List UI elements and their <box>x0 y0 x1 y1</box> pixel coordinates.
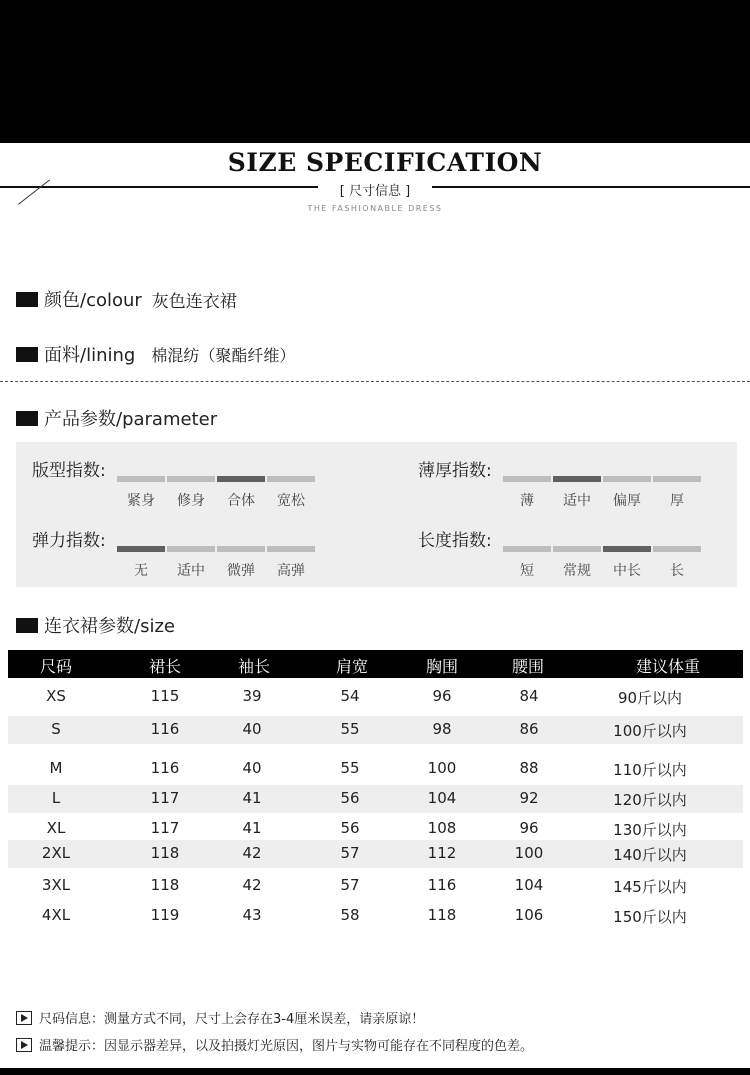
table-cell: 40 <box>242 720 262 738</box>
param-scale-segment <box>603 546 651 552</box>
table-row <box>8 840 743 868</box>
play-icon <box>16 1038 32 1052</box>
table-cell: M <box>49 759 63 777</box>
table-cell: 55 <box>340 759 360 777</box>
table-header <box>8 650 743 678</box>
table-cell: 92 <box>519 789 539 807</box>
param-option-label: 短 <box>520 563 534 579</box>
param-option-label: 偏厚 <box>613 493 641 509</box>
table-cell: 104 <box>514 876 544 894</box>
param-scale-segment <box>653 546 701 552</box>
table-cell: 130斤以内 <box>613 821 687 839</box>
dotted-divider <box>0 381 750 382</box>
play-icon <box>16 1011 32 1025</box>
colour-value: 灰色连衣裙 <box>151 291 237 312</box>
param-label: 版型指数: <box>32 461 106 481</box>
table-row <box>8 785 743 813</box>
table-cell: 41 <box>242 819 262 837</box>
table-cell: 57 <box>340 876 360 894</box>
param-option-label: 薄 <box>520 493 534 509</box>
page-subtitle: [ 尺寸信息 ] <box>339 184 411 199</box>
decorative-slash <box>18 179 50 204</box>
param-option-label: 合体 <box>227 493 255 509</box>
param-option-label: 高弹 <box>277 563 305 579</box>
column-header: 肩宽 <box>335 657 368 676</box>
table-cell: 39 <box>242 687 262 705</box>
param-option-label: 紧身 <box>127 493 155 509</box>
lining-value: 棉混纺（聚酯纤维） <box>151 345 296 365</box>
param-scale-segment <box>217 546 265 552</box>
parameter-heading-text: 产品参数/parameter <box>44 409 218 430</box>
param-option-label: 无 <box>134 563 148 579</box>
param-label: 长度指数: <box>418 531 492 551</box>
param-scale-segment <box>603 476 651 482</box>
table-cell: XL <box>46 819 66 837</box>
table-cell: 43 <box>242 906 262 924</box>
table-cell: 55 <box>340 720 360 738</box>
param-scale-segment <box>217 476 265 482</box>
note-size-info <box>16 1008 424 1027</box>
table-cell: 4XL <box>41 906 71 924</box>
table-cell: 117 <box>150 819 180 837</box>
parameter-heading <box>16 405 217 431</box>
table-cell: 112 <box>427 844 457 862</box>
parameter-panel <box>16 442 737 587</box>
table-row <box>8 716 743 744</box>
param-label: 薄厚指数: <box>418 461 492 481</box>
table-cell: 2XL <box>41 844 71 862</box>
table-cell: 96 <box>519 819 539 837</box>
table-cell: 96 <box>432 687 452 705</box>
column-header: 尺码 <box>39 657 72 676</box>
table-cell: 118 <box>150 844 180 862</box>
param-option-label: 中长 <box>613 563 641 579</box>
square-bullet-icon <box>16 347 38 362</box>
param-option-label: 宽松 <box>277 493 305 509</box>
table-cell: 145斤以内 <box>613 878 687 896</box>
table-cell: 106 <box>514 906 544 924</box>
table-cell: 57 <box>340 844 360 862</box>
note-color-warning <box>16 1035 533 1054</box>
param-option-label: 厚 <box>670 493 684 509</box>
table-cell: 84 <box>519 687 539 705</box>
title-rule-left <box>0 186 318 188</box>
square-bullet-icon <box>16 292 38 307</box>
column-header: 袖长 <box>237 657 270 676</box>
table-cell: 54 <box>340 687 360 705</box>
table-cell: 41 <box>242 789 262 807</box>
table-cell: 140斤以内 <box>613 846 687 864</box>
size-heading-text: 连衣裙参数/size <box>44 616 175 637</box>
table-cell: 42 <box>242 844 262 862</box>
table-cell: 110斤以内 <box>613 761 687 779</box>
table-row <box>8 755 743 783</box>
param-option-label: 修身 <box>177 493 205 509</box>
top-black-band <box>0 0 750 143</box>
table-cell: 56 <box>340 819 360 837</box>
lining-label: 面料/lining <box>44 345 136 366</box>
param-scale-segment <box>267 546 315 552</box>
table-cell: 58 <box>340 906 360 924</box>
table-cell: S <box>51 720 61 738</box>
table-cell: 86 <box>519 720 539 738</box>
table-cell: 108 <box>427 819 457 837</box>
column-header: 腰围 <box>511 657 544 676</box>
table-cell: 116 <box>427 876 457 894</box>
param-scale-segment <box>553 476 601 482</box>
table-cell: XS <box>46 687 66 705</box>
param-scale-segment <box>167 476 215 482</box>
table-cell: 42 <box>242 876 262 894</box>
table-cell: 98 <box>432 720 452 738</box>
table-cell: 150斤以内 <box>613 908 687 926</box>
note-text: 尺码信息：测量方式不同，尺寸上会存在3-4厘米误差，请亲原谅！ <box>39 1012 425 1027</box>
table-cell: 3XL <box>41 876 71 894</box>
param-option-label: 适中 <box>177 563 205 579</box>
colour-row <box>16 286 237 312</box>
column-header: 建议体重 <box>635 657 700 676</box>
table-cell: 117 <box>150 789 180 807</box>
param-scale-segment <box>653 476 701 482</box>
table-cell: 88 <box>519 759 539 777</box>
table-cell: 120斤以内 <box>613 791 687 809</box>
table-cell: 100斤以内 <box>613 722 687 740</box>
table-cell: 40 <box>242 759 262 777</box>
param-option-label: 微弹 <box>227 563 255 579</box>
param-label: 弹力指数: <box>32 531 106 551</box>
table-cell: 56 <box>340 789 360 807</box>
param-scale-segment <box>267 476 315 482</box>
param-option-label: 适中 <box>563 493 591 509</box>
title-rule-right <box>432 186 750 188</box>
bottom-black-band <box>0 1068 750 1075</box>
table-cell: 90斤以内 <box>617 689 683 707</box>
table-cell: 100 <box>427 759 457 777</box>
param-option-label: 长 <box>670 563 684 579</box>
table-cell: 104 <box>427 789 457 807</box>
table-row <box>8 815 743 843</box>
table-cell: 118 <box>150 876 180 894</box>
table-cell: L <box>51 789 61 807</box>
table-cell: 115 <box>150 687 180 705</box>
param-scale-segment <box>167 546 215 552</box>
param-scale-segment <box>503 546 551 552</box>
param-scale-segment <box>503 476 551 482</box>
param-option-label: 常规 <box>563 563 591 579</box>
param-scale-segment <box>117 546 165 552</box>
colour-label: 颜色/colour <box>44 290 142 311</box>
column-header: 裙长 <box>148 657 181 676</box>
note-text: 温馨提示：因显示器差异，以及拍摄灯光原因，图片与实物可能存在不同程度的色差。 <box>39 1039 534 1054</box>
table-row <box>8 872 743 900</box>
size-heading <box>16 612 175 638</box>
table-row <box>8 683 743 711</box>
page-title: SIZE SPECIFICATION <box>227 148 543 177</box>
table-cell: 116 <box>150 759 180 777</box>
param-scale-segment <box>117 476 165 482</box>
table-cell: 118 <box>427 906 457 924</box>
column-header: 胸围 <box>425 657 458 676</box>
table-cell: 119 <box>150 906 180 924</box>
tagline: THE FASHIONABLE DRESS <box>307 204 443 213</box>
lining-row <box>16 341 295 367</box>
square-bullet-icon <box>16 411 38 426</box>
table-row <box>8 902 743 930</box>
square-bullet-icon <box>16 618 38 633</box>
table-cell: 100 <box>514 844 544 862</box>
table-cell: 116 <box>150 720 180 738</box>
param-scale-segment <box>553 546 601 552</box>
